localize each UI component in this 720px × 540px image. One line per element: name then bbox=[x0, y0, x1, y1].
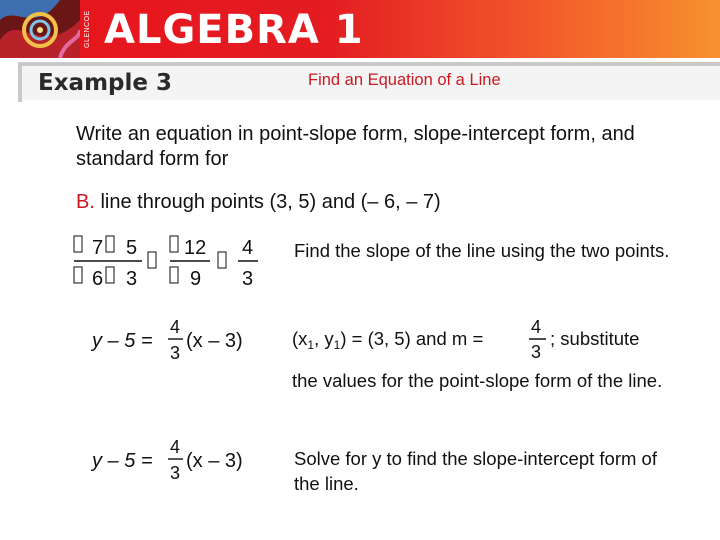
slope-top-left: 7 bbox=[92, 237, 104, 259]
subscript-1b: 1 bbox=[333, 338, 341, 352]
result-bottom: 3 bbox=[242, 268, 254, 290]
example-bar-edge bbox=[18, 62, 22, 102]
example-label: Example 3 bbox=[38, 70, 172, 96]
subscript-1: 1 bbox=[307, 338, 315, 352]
result-top: 4 bbox=[242, 237, 254, 259]
slope-computation bbox=[70, 228, 270, 290]
slope-top-right: 5 bbox=[126, 237, 138, 259]
slope-bottom-right: 3 bbox=[126, 268, 138, 290]
box-glyph bbox=[106, 236, 114, 252]
step2-tail: ; substitute bbox=[550, 328, 640, 349]
step2-mid: , y bbox=[314, 328, 334, 349]
example-caption: Find an Equation of a Line bbox=[308, 71, 501, 89]
publisher-label: GLENCOE bbox=[84, 10, 91, 48]
box-glyph bbox=[218, 252, 226, 268]
step2-pre: (x bbox=[292, 328, 308, 349]
problem-prompt: Write an equation in point-slope form, slope-intercept form, and standard form for bbox=[76, 123, 635, 170]
step2-explanation-line2: the values for the point-slope form of the line. bbox=[292, 370, 663, 391]
box-glyph bbox=[74, 236, 82, 252]
part-text: line through points (3, 5) and (– 6, – 7) bbox=[94, 191, 441, 213]
m-bottom: 3 bbox=[531, 342, 542, 362]
fraction-bottom: 3 bbox=[170, 463, 181, 483]
slope-intercept-equation bbox=[88, 434, 268, 488]
step2-post: ) = (3, 5) and m = bbox=[340, 328, 484, 349]
equation-lhs: y – 5 = bbox=[92, 450, 153, 472]
step1-explanation: Find the slope of the line using the two points. bbox=[294, 240, 670, 261]
equation-rhs: (x – 3) bbox=[186, 450, 243, 472]
box-glyph bbox=[170, 267, 178, 283]
equation-rhs: (x – 3) bbox=[186, 330, 243, 352]
fraction-bottom: 3 bbox=[170, 343, 181, 363]
mid-bottom: 9 bbox=[190, 268, 202, 290]
point-slope-equation bbox=[88, 314, 268, 368]
fraction-top: 4 bbox=[170, 317, 181, 337]
mid-top: 12 bbox=[184, 237, 207, 259]
box-glyph bbox=[106, 267, 114, 283]
header-banner bbox=[0, 0, 720, 58]
step2-explanation-line1 bbox=[292, 326, 712, 358]
course-title: ALGEBRA 1 bbox=[104, 7, 364, 53]
box-glyph bbox=[148, 252, 156, 268]
m-top: 4 bbox=[531, 317, 542, 337]
m-fraction bbox=[526, 316, 552, 364]
problem-part bbox=[76, 190, 441, 215]
box-glyph bbox=[74, 267, 82, 283]
equation-lhs: y – 5 = bbox=[92, 330, 153, 352]
swirl-art-icon bbox=[0, 0, 80, 58]
part-letter: B. bbox=[76, 191, 95, 213]
step3-explanation: Solve for y to find the slope-intercept form of the line. bbox=[294, 448, 657, 494]
box-glyph bbox=[170, 236, 178, 252]
fraction-top: 4 bbox=[170, 437, 181, 457]
slope-bottom-left: 6 bbox=[92, 268, 104, 290]
